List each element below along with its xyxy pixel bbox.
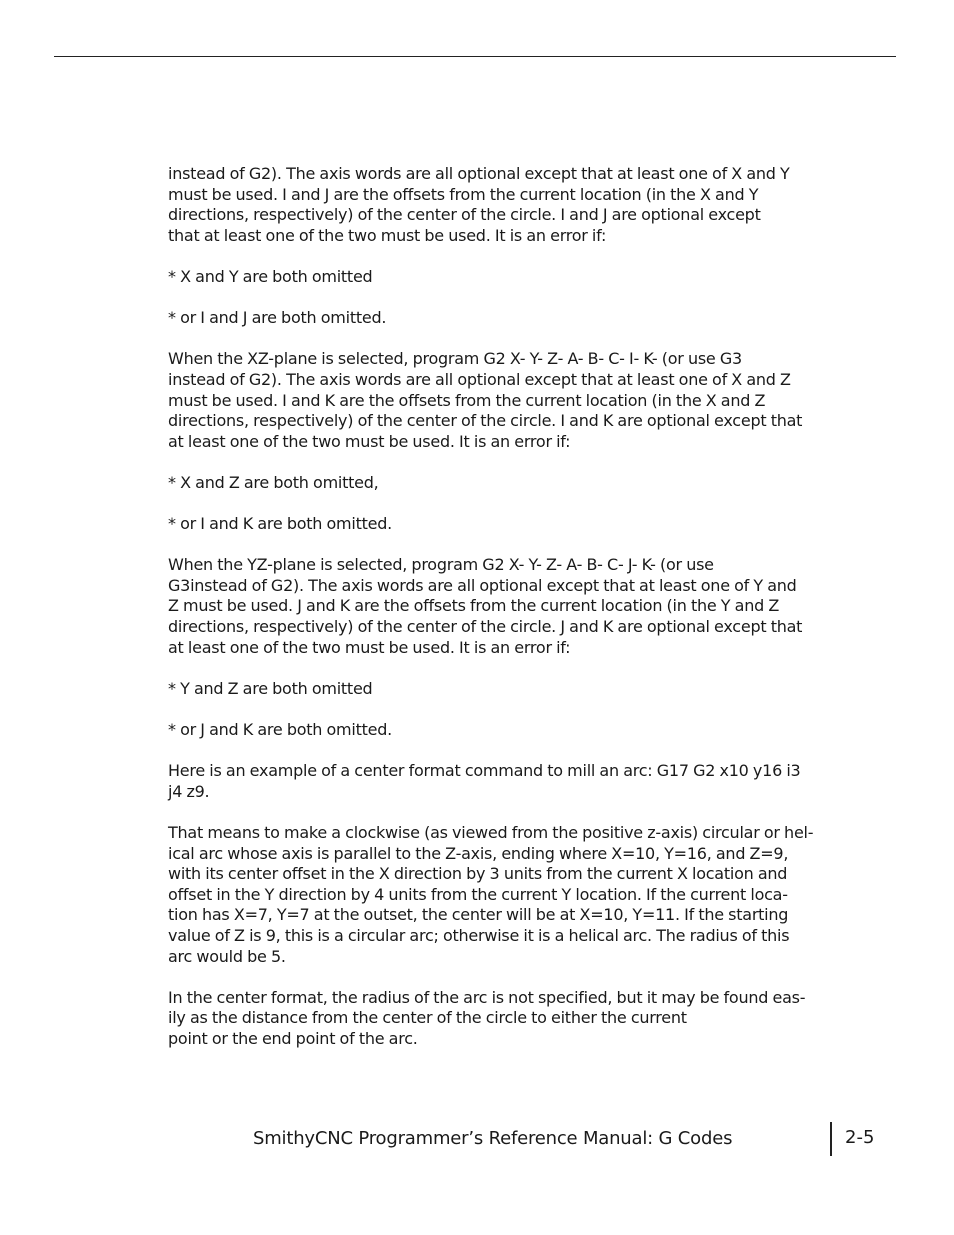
body-paragraph: When the XZ-plane is selected, program G2 X- Y- Z- A- B- C- I- K- (or use G3 instead of G2). The axis words are all optional except that at least one of X and Z must be used. I and K are the offsets from the current location (in the X and Z directions, respectively) of the center of the circle. I and K are optional except that at least one of the two must be used. It is an error if: bbox=[168, 349, 803, 451]
error-condition-item: * or I and J are both omitted. bbox=[168, 308, 387, 328]
body-paragraph: When the YZ-plane is selected, program G2 X- Y- Z- A- B- C- J- K- (or use G3instead of G2). The axis words are all optional except that at least one of Y and Z must be used. J and K are the offsets from the current location (in the Y and Z directions, respectively) of the center of the circle. J and K are optional except that at least one of the two must be used. It is an error if: bbox=[168, 555, 803, 657]
body-paragraph: instead of G2). The axis words are all optional except that at least one of X and Y must be used. I and J are the offsets from the current location (in the X and Y directions, respectively) of the center of the circle. I and J are optional except that at least one of the two must be used. It is an error if: bbox=[168, 164, 790, 245]
footer-page-number: 2-5 bbox=[845, 1127, 875, 1148]
body-paragraph: In the center format, the radius of the arc is not specified, but it may be found eas- ily as the distance from the center of the circle to either the current point or the end point of the arc. bbox=[168, 987, 806, 1048]
error-condition-item: * or J and K are both omitted. bbox=[168, 720, 392, 740]
page-body bbox=[168, 164, 818, 1070]
footer-manual-title: SmithyCNC Programmer’s Reference Manual: G Codes bbox=[253, 1128, 733, 1149]
error-condition-item: * X and Z are both omitted, bbox=[168, 472, 379, 492]
header-rule bbox=[54, 56, 896, 57]
footer-divider bbox=[830, 1122, 832, 1156]
example-paragraph: Here is an example of a center format command to mill an arc: G17 G2 x10 y16 i3 j4 z9. bbox=[168, 761, 801, 801]
body-paragraph: That means to make a clockwise (as viewed from the positive z-axis) circular or hel- ical arc whose axis is parallel to the Z-axis, ending where X=10, Y=16, and Z=9, with its center offset in the X direction by 3 units from the current X location and offset in the Y direction by 4 units from the current Y location. If the current loca- tion has X=7, Y=7 at the outset, the center will be at X=10, Y=11. If the starting value of Z is 9, this is a circular arc; otherwise it is a helical arc. The radius of this arc would be 5. bbox=[168, 823, 814, 966]
error-condition-item: * X and Y are both omitted bbox=[168, 266, 373, 286]
error-condition-item: * Y and Z are both omitted bbox=[168, 678, 373, 698]
error-condition-item: * or I and K are both omitted. bbox=[168, 514, 392, 534]
